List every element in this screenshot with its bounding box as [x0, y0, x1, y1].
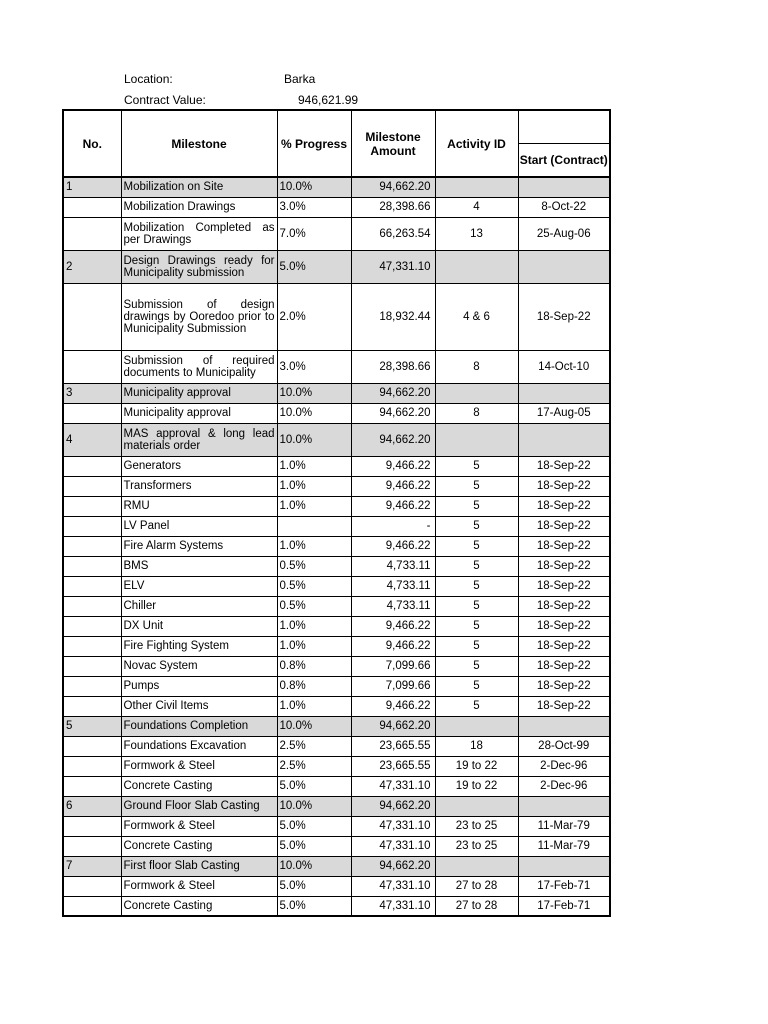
cell-no: 4	[63, 423, 121, 456]
cell-no	[63, 536, 121, 556]
cell-milestone: Fire Fighting System	[121, 636, 277, 656]
header-no: No.	[63, 110, 121, 177]
cell-milestone: ELV	[121, 576, 277, 596]
cell-no	[63, 403, 121, 423]
table-row	[63, 736, 610, 756]
cell-amount: 47,331.10	[351, 250, 435, 283]
cell-no: 7	[63, 856, 121, 876]
cell-amount: 9,466.22	[351, 476, 435, 496]
table-row	[63, 403, 610, 423]
cell-activity-id: 8	[435, 350, 518, 383]
cell-start-date: 18-Sep-22	[518, 516, 610, 536]
cell-no	[63, 656, 121, 676]
cell-milestone: DX Unit	[121, 616, 277, 636]
cell-milestone: Submission of design drawings by Ooredoo prior to Municipality Submission	[121, 283, 277, 350]
cell-amount: 66,263.54	[351, 217, 435, 250]
cell-amount: -	[351, 516, 435, 536]
header-start-label: Start (Contract)	[519, 143, 610, 176]
cell-start-date: 11-Mar-79	[518, 836, 610, 856]
cell-start-date	[518, 177, 610, 197]
table-row	[63, 556, 610, 576]
cell-milestone: Mobilization Drawings	[121, 197, 277, 217]
cell-milestone: Concrete Casting	[121, 896, 277, 916]
cell-start-date: 28-Oct-99	[518, 736, 610, 756]
cell-activity-id	[435, 856, 518, 876]
cell-activity-id: 5	[435, 596, 518, 616]
table-row	[63, 516, 610, 536]
table-row	[63, 756, 610, 776]
cell-start-date	[518, 383, 610, 403]
table-row	[63, 576, 610, 596]
cell-amount: 94,662.20	[351, 383, 435, 403]
cell-progress: 10.0%	[277, 856, 351, 876]
cell-progress: 10.0%	[277, 383, 351, 403]
cell-no	[63, 636, 121, 656]
header-progress: % Progress	[277, 110, 351, 177]
cell-no: 2	[63, 250, 121, 283]
cell-progress: 1.0%	[277, 636, 351, 656]
cell-amount: 94,662.20	[351, 177, 435, 197]
cell-start-date: 18-Sep-22	[518, 456, 610, 476]
table-row	[63, 816, 610, 836]
cell-progress: 0.8%	[277, 656, 351, 676]
cell-activity-id: 27 to 28	[435, 876, 518, 896]
cell-milestone: Other Civil Items	[121, 696, 277, 716]
cell-progress: 0.5%	[277, 576, 351, 596]
cell-milestone: Formwork & Steel	[121, 756, 277, 776]
cell-milestone: Concrete Casting	[121, 776, 277, 796]
cell-progress: 10.0%	[277, 716, 351, 736]
table-row	[63, 656, 610, 676]
cell-no	[63, 556, 121, 576]
cell-amount: 94,662.20	[351, 796, 435, 816]
cell-progress: 1.0%	[277, 536, 351, 556]
cell-milestone: Novac System	[121, 656, 277, 676]
cell-milestone: RMU	[121, 496, 277, 516]
cell-amount: 9,466.22	[351, 696, 435, 716]
cell-progress: 2.5%	[277, 736, 351, 756]
cell-no	[63, 217, 121, 250]
cell-start-date: 18-Sep-22	[518, 556, 610, 576]
cell-amount: 9,466.22	[351, 536, 435, 556]
cell-milestone: First floor Slab Casting	[121, 856, 277, 876]
table-row	[63, 876, 610, 896]
cell-milestone: LV Panel	[121, 516, 277, 536]
table-row	[63, 217, 610, 250]
cell-progress: 3.0%	[277, 197, 351, 217]
cell-activity-id: 23 to 25	[435, 816, 518, 836]
cell-no	[63, 876, 121, 896]
cell-start-date: 18-Sep-22	[518, 696, 610, 716]
table-row	[63, 476, 610, 496]
cell-no	[63, 476, 121, 496]
table-row	[63, 283, 610, 350]
cell-amount: 94,662.20	[351, 423, 435, 456]
cell-progress: 2.0%	[277, 283, 351, 350]
cell-start-date: 18-Sep-22	[518, 616, 610, 636]
cell-no: 5	[63, 716, 121, 736]
table-row	[63, 636, 610, 656]
cell-no	[63, 283, 121, 350]
cell-progress: 7.0%	[277, 217, 351, 250]
table-row	[63, 616, 610, 636]
cell-activity-id: 19 to 22	[435, 756, 518, 776]
cell-amount: 28,398.66	[351, 350, 435, 383]
cell-amount: 23,665.55	[351, 756, 435, 776]
table-row	[63, 836, 610, 856]
cell-milestone: Foundations Completion	[121, 716, 277, 736]
cell-activity-id: 5	[435, 456, 518, 476]
cell-no	[63, 516, 121, 536]
table-row	[63, 496, 610, 516]
cell-amount: 9,466.22	[351, 616, 435, 636]
cell-milestone: Fire Alarm Systems	[121, 536, 277, 556]
section-row	[63, 796, 610, 816]
cell-activity-id: 5	[435, 496, 518, 516]
cell-no: 3	[63, 383, 121, 403]
cell-start-date: 18-Sep-22	[518, 496, 610, 516]
cell-activity-id: 5	[435, 576, 518, 596]
cell-no	[63, 736, 121, 756]
table-row	[63, 350, 610, 383]
table-row	[63, 536, 610, 556]
cell-progress: 1.0%	[277, 496, 351, 516]
cell-milestone: Concrete Casting	[121, 836, 277, 856]
cell-progress: 1.0%	[277, 696, 351, 716]
cell-amount: 94,662.20	[351, 716, 435, 736]
section-row	[63, 856, 610, 876]
cell-activity-id: 18	[435, 736, 518, 756]
cell-activity-id: 13	[435, 217, 518, 250]
cell-activity-id	[435, 250, 518, 283]
cell-amount: 7,099.66	[351, 656, 435, 676]
cell-activity-id: 19 to 22	[435, 776, 518, 796]
cell-milestone: MAS approval & long lead materials order	[121, 423, 277, 456]
cell-start-date: 17-Feb-71	[518, 876, 610, 896]
cell-no	[63, 350, 121, 383]
cell-progress: 0.5%	[277, 596, 351, 616]
cell-progress: 1.0%	[277, 616, 351, 636]
cell-activity-id: 5	[435, 556, 518, 576]
cell-progress: 10.0%	[277, 403, 351, 423]
cell-no	[63, 616, 121, 636]
table-row	[63, 696, 610, 716]
cell-amount: 4,733.11	[351, 576, 435, 596]
cell-progress: 5.0%	[277, 896, 351, 916]
cell-activity-id	[435, 796, 518, 816]
cell-no	[63, 696, 121, 716]
cell-progress: 2.5%	[277, 756, 351, 776]
table-row	[63, 456, 610, 476]
cell-milestone: Transformers	[121, 476, 277, 496]
cell-progress: 1.0%	[277, 476, 351, 496]
cell-amount: 47,331.10	[351, 816, 435, 836]
location-value: Barka	[284, 72, 316, 86]
cell-amount: 9,466.22	[351, 496, 435, 516]
cell-progress: 5.0%	[277, 250, 351, 283]
cell-amount: 23,665.55	[351, 736, 435, 756]
contract-value-amount: 946,621.99	[298, 93, 359, 107]
cell-activity-id: 4 & 6	[435, 283, 518, 350]
cell-start-date: 18-Sep-22	[518, 656, 610, 676]
header-amount: Milestone Amount	[351, 110, 435, 177]
cell-milestone: Foundations Excavation	[121, 736, 277, 756]
cell-start-date	[518, 716, 610, 736]
milestone-table	[62, 109, 611, 917]
cell-milestone: Generators	[121, 456, 277, 476]
cell-amount: 7,099.66	[351, 676, 435, 696]
cell-progress: 10.0%	[277, 177, 351, 197]
cell-activity-id: 5	[435, 476, 518, 496]
cell-activity-id: 27 to 28	[435, 896, 518, 916]
cell-activity-id	[435, 423, 518, 456]
cell-start-date: 14-Oct-10	[518, 350, 610, 383]
cell-start-date: 18-Sep-22	[518, 536, 610, 556]
cell-start-date: 18-Sep-22	[518, 636, 610, 656]
header-start-contract	[518, 110, 610, 177]
section-row	[63, 423, 610, 456]
cell-progress	[277, 516, 351, 536]
cell-milestone: Chiller	[121, 596, 277, 616]
cell-start-date: 2-Dec-96	[518, 756, 610, 776]
cell-no	[63, 596, 121, 616]
cell-progress: 10.0%	[277, 796, 351, 816]
table-row	[63, 896, 610, 916]
cell-progress: 5.0%	[277, 836, 351, 856]
cell-milestone: Design Drawings ready for Municipality submission	[121, 250, 277, 283]
cell-progress: 5.0%	[277, 876, 351, 896]
cell-start-date	[518, 423, 610, 456]
cell-activity-id	[435, 716, 518, 736]
cell-activity-id: 5	[435, 536, 518, 556]
cell-no	[63, 576, 121, 596]
cell-start-date: 18-Sep-22	[518, 576, 610, 596]
cell-activity-id	[435, 383, 518, 403]
cell-start-date: 11-Mar-79	[518, 816, 610, 836]
cell-amount: 94,662.20	[351, 403, 435, 423]
cell-amount: 4,733.11	[351, 556, 435, 576]
cell-amount: 28,398.66	[351, 197, 435, 217]
cell-no	[63, 816, 121, 836]
cell-milestone: Municipality approval	[121, 383, 277, 403]
cell-start-date	[518, 250, 610, 283]
section-row	[63, 383, 610, 403]
cell-activity-id: 5	[435, 656, 518, 676]
cell-amount: 9,466.22	[351, 636, 435, 656]
cell-start-date	[518, 856, 610, 876]
cell-milestone: Submission of required documents to Municipality	[121, 350, 277, 383]
cell-no	[63, 756, 121, 776]
cell-amount: 47,331.10	[351, 836, 435, 856]
cell-start-date: 18-Sep-22	[518, 476, 610, 496]
cell-amount: 4,733.11	[351, 596, 435, 616]
cell-no	[63, 496, 121, 516]
header-milestone: Milestone	[121, 110, 277, 177]
cell-milestone: Pumps	[121, 676, 277, 696]
cell-activity-id: 5	[435, 696, 518, 716]
cell-activity-id: 5	[435, 636, 518, 656]
cell-progress: 0.8%	[277, 676, 351, 696]
table-row	[63, 676, 610, 696]
cell-progress: 3.0%	[277, 350, 351, 383]
contract-value-label: Contract Value:	[124, 93, 206, 107]
cell-milestone: Formwork & Steel	[121, 876, 277, 896]
table-row	[63, 197, 610, 217]
cell-activity-id: 5	[435, 616, 518, 636]
cell-start-date: 2-Dec-96	[518, 776, 610, 796]
cell-milestone: Municipality approval	[121, 403, 277, 423]
table-row	[63, 776, 610, 796]
cell-amount: 47,331.10	[351, 776, 435, 796]
cell-activity-id: 23 to 25	[435, 836, 518, 856]
table-body	[63, 177, 610, 916]
cell-start-date: 18-Sep-22	[518, 596, 610, 616]
cell-start-date: 18-Sep-22	[518, 283, 610, 350]
cell-progress: 1.0%	[277, 456, 351, 476]
cell-start-date: 8-Oct-22	[518, 197, 610, 217]
cell-start-date: 17-Feb-71	[518, 896, 610, 916]
cell-milestone: Formwork & Steel	[121, 816, 277, 836]
cell-progress: 10.0%	[277, 423, 351, 456]
section-row	[63, 716, 610, 736]
cell-start-date: 25-Aug-06	[518, 217, 610, 250]
cell-activity-id: 4	[435, 197, 518, 217]
cell-no	[63, 197, 121, 217]
cell-progress: 0.5%	[277, 556, 351, 576]
cell-activity-id: 5	[435, 676, 518, 696]
cell-activity-id	[435, 177, 518, 197]
cell-no	[63, 836, 121, 856]
cell-no	[63, 896, 121, 916]
cell-start-date	[518, 796, 610, 816]
table-row	[63, 596, 610, 616]
cell-milestone: BMS	[121, 556, 277, 576]
cell-no	[63, 776, 121, 796]
cell-milestone: Mobilization Completed as per Drawings	[121, 217, 277, 250]
cell-no	[63, 456, 121, 476]
cell-no	[63, 676, 121, 696]
cell-amount: 18,932.44	[351, 283, 435, 350]
header-activity-id: Activity ID	[435, 110, 518, 177]
cell-start-date: 17-Aug-05	[518, 403, 610, 423]
cell-progress: 5.0%	[277, 776, 351, 796]
cell-no: 6	[63, 796, 121, 816]
section-row	[63, 250, 610, 283]
cell-activity-id: 8	[435, 403, 518, 423]
section-row	[63, 177, 610, 197]
cell-start-date: 18-Sep-22	[518, 676, 610, 696]
cell-amount: 47,331.10	[351, 876, 435, 896]
location-label: Location:	[124, 72, 173, 86]
cell-amount: 9,466.22	[351, 456, 435, 476]
cell-amount: 94,662.20	[351, 856, 435, 876]
cell-activity-id: 5	[435, 516, 518, 536]
cell-milestone: Ground Floor Slab Casting	[121, 796, 277, 816]
cell-no: 1	[63, 177, 121, 197]
cell-progress: 5.0%	[277, 816, 351, 836]
cell-amount: 47,331.10	[351, 896, 435, 916]
cell-milestone: Mobilization on Site	[121, 177, 277, 197]
